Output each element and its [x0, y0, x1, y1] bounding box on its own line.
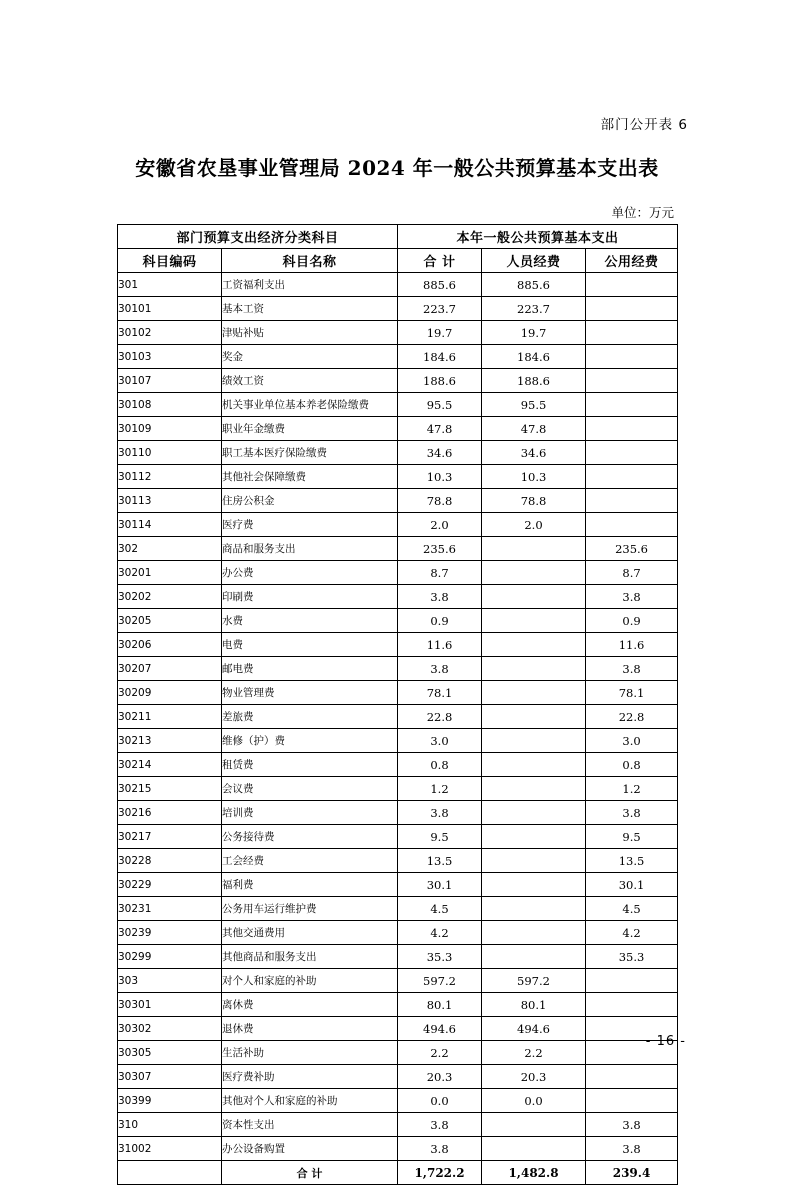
cell-total: 95.5: [398, 393, 482, 417]
cell-public: 3.0: [586, 729, 678, 753]
cell-public: 3.8: [586, 1113, 678, 1137]
cell-total: 1,722.2: [398, 1161, 482, 1185]
cell-name: 办公费: [222, 561, 398, 585]
cell-code: 30108: [118, 393, 222, 417]
cell-public: 9.5: [586, 825, 678, 849]
cell-total: 4.5: [398, 897, 482, 921]
cell-code: 31002: [118, 1137, 222, 1161]
cell-total: 494.6: [398, 1017, 482, 1041]
cell-code: 302: [118, 537, 222, 561]
cell-name: 邮电费: [222, 657, 398, 681]
table-row: [118, 321, 678, 345]
cell-total: 188.6: [398, 369, 482, 393]
table-row: [118, 705, 678, 729]
table-group-header-row: [118, 225, 678, 249]
cell-public: [586, 465, 678, 489]
table-row: [118, 801, 678, 825]
table-row: [118, 849, 678, 873]
cell-code: [118, 1161, 222, 1185]
cell-code: 30206: [118, 633, 222, 657]
cell-personnel: [482, 849, 586, 873]
table-row: [118, 489, 678, 513]
table-row: [118, 897, 678, 921]
table-row: [118, 585, 678, 609]
cell-total: 597.2: [398, 969, 482, 993]
cell-total: 223.7: [398, 297, 482, 321]
cell-total: 3.8: [398, 1113, 482, 1137]
cell-name: 基本工资: [222, 297, 398, 321]
cell-personnel: 34.6: [482, 441, 586, 465]
cell-name: 工会经费: [222, 849, 398, 873]
table-row: [118, 753, 678, 777]
budget-table-container: [117, 224, 677, 1185]
cell-name: 职业年金缴费: [222, 417, 398, 441]
cell-total: 10.3: [398, 465, 482, 489]
cell-public: [586, 969, 678, 993]
cell-total: 9.5: [398, 825, 482, 849]
cell-public: 30.1: [586, 873, 678, 897]
cell-name: 电费: [222, 633, 398, 657]
cell-name: 办公设备购置: [222, 1137, 398, 1161]
table-row: [118, 297, 678, 321]
cell-name: 租赁费: [222, 753, 398, 777]
cell-code: 30216: [118, 801, 222, 825]
cell-code: 30217: [118, 825, 222, 849]
table-header: [118, 225, 678, 273]
cell-name: 福利费: [222, 873, 398, 897]
cell-total: 0.9: [398, 609, 482, 633]
cell-personnel: [482, 1113, 586, 1137]
cell-public: [586, 489, 678, 513]
cell-name: 绩效工资: [222, 369, 398, 393]
cell-personnel: 80.1: [482, 993, 586, 1017]
table-row: [118, 609, 678, 633]
table-row: [118, 561, 678, 585]
table-row: [118, 369, 678, 393]
cell-name: 职工基本医疗保险缴费: [222, 441, 398, 465]
cell-personnel: 188.6: [482, 369, 586, 393]
cell-personnel: [482, 729, 586, 753]
cell-total: 3.8: [398, 585, 482, 609]
cell-name: 商品和服务支出: [222, 537, 398, 561]
cell-personnel: 0.0: [482, 1089, 586, 1113]
cell-code: 30202: [118, 585, 222, 609]
cell-name: 其他商品和服务支出: [222, 945, 398, 969]
cell-personnel: [482, 873, 586, 897]
table-row: [118, 873, 678, 897]
cell-total: 20.3: [398, 1065, 482, 1089]
cell-total: 0.0: [398, 1089, 482, 1113]
table-row: [118, 1065, 678, 1089]
cell-personnel: 223.7: [482, 297, 586, 321]
cell-total: 0.8: [398, 753, 482, 777]
cell-code: 30109: [118, 417, 222, 441]
cell-code: 30305: [118, 1041, 222, 1065]
cell-personnel: [482, 825, 586, 849]
cell-total: 3.0: [398, 729, 482, 753]
cell-personnel: [482, 777, 586, 801]
cell-name: 离休费: [222, 993, 398, 1017]
table-total-row: [118, 1161, 678, 1185]
table-row: [118, 921, 678, 945]
cell-total: 2.2: [398, 1041, 482, 1065]
cell-personnel: [482, 561, 586, 585]
cell-personnel: 184.6: [482, 345, 586, 369]
column-header-personnel: 人员经费: [482, 249, 586, 273]
cell-code: 301: [118, 273, 222, 297]
cell-name: 医疗费补助: [222, 1065, 398, 1089]
cell-public: 35.3: [586, 945, 678, 969]
cell-code: 30101: [118, 297, 222, 321]
cell-name: 生活补助: [222, 1041, 398, 1065]
table-body: [118, 273, 678, 1185]
cell-total: 47.8: [398, 417, 482, 441]
cell-public: 1.2: [586, 777, 678, 801]
cell-total: 34.6: [398, 441, 482, 465]
cell-name: 机关事业单位基本养老保险缴费: [222, 393, 398, 417]
form-number-label: 部门公开表 6: [600, 117, 688, 133]
cell-code: 30110: [118, 441, 222, 465]
cell-code: 30302: [118, 1017, 222, 1041]
cell-code: 30213: [118, 729, 222, 753]
cell-total: 11.6: [398, 633, 482, 657]
cell-personnel: 494.6: [482, 1017, 586, 1041]
cell-total: 19.7: [398, 321, 482, 345]
cell-total: 8.7: [398, 561, 482, 585]
table-row: [118, 465, 678, 489]
cell-personnel: [482, 921, 586, 945]
cell-personnel: 2.0: [482, 513, 586, 537]
cell-public: 235.6: [586, 537, 678, 561]
table-column-header-row: [118, 249, 678, 273]
cell-public: 3.8: [586, 657, 678, 681]
cell-personnel: 47.8: [482, 417, 586, 441]
cell-code: 30209: [118, 681, 222, 705]
table-row: [118, 945, 678, 969]
cell-public: 13.5: [586, 849, 678, 873]
table-row: [118, 777, 678, 801]
cell-public: [586, 345, 678, 369]
table-row: [118, 393, 678, 417]
cell-name: 其他交通费用: [222, 921, 398, 945]
cell-code: 30399: [118, 1089, 222, 1113]
cell-personnel: [482, 609, 586, 633]
cell-code: 30231: [118, 897, 222, 921]
cell-code: 30205: [118, 609, 222, 633]
cell-total: 22.8: [398, 705, 482, 729]
cell-personnel: [482, 801, 586, 825]
cell-total: 13.5: [398, 849, 482, 873]
cell-personnel: [482, 633, 586, 657]
cell-personnel: 2.2: [482, 1041, 586, 1065]
cell-total-label: 合 计: [222, 1161, 398, 1185]
cell-public: 11.6: [586, 633, 678, 657]
cell-personnel: [482, 681, 586, 705]
cell-public: [586, 273, 678, 297]
cell-name: 其他社会保障缴费: [222, 465, 398, 489]
cell-public: [586, 1065, 678, 1089]
cell-name: 奖金: [222, 345, 398, 369]
table-row: [118, 345, 678, 369]
cell-total: 1.2: [398, 777, 482, 801]
cell-name: 退休费: [222, 1017, 398, 1041]
table-row: [118, 1137, 678, 1161]
cell-public: [586, 513, 678, 537]
cell-personnel: 78.8: [482, 489, 586, 513]
cell-name: 资本性支出: [222, 1113, 398, 1137]
cell-name: 差旅费: [222, 705, 398, 729]
cell-code: 30229: [118, 873, 222, 897]
column-header-code: 科目编码: [118, 249, 222, 273]
cell-public: [586, 369, 678, 393]
cell-public: 3.8: [586, 1137, 678, 1161]
cell-code: 30107: [118, 369, 222, 393]
cell-code: 30207: [118, 657, 222, 681]
cell-code: 310: [118, 1113, 222, 1137]
table-row: [118, 633, 678, 657]
cell-public: 8.7: [586, 561, 678, 585]
cell-code: 30114: [118, 513, 222, 537]
cell-name: 培训费: [222, 801, 398, 825]
cell-public: 0.8: [586, 753, 678, 777]
cell-personnel: [482, 537, 586, 561]
table-row: [118, 273, 678, 297]
cell-public: 4.5: [586, 897, 678, 921]
cell-personnel: [482, 657, 586, 681]
cell-personnel: 885.6: [482, 273, 586, 297]
cell-code: 303: [118, 969, 222, 993]
cell-personnel: 10.3: [482, 465, 586, 489]
cell-total: 2.0: [398, 513, 482, 537]
column-header-public: 公用经费: [586, 249, 678, 273]
cell-total: 80.1: [398, 993, 482, 1017]
cell-total: 78.8: [398, 489, 482, 513]
cell-code: 30102: [118, 321, 222, 345]
cell-name: 印刷费: [222, 585, 398, 609]
table-row: [118, 969, 678, 993]
cell-name: 物业管理费: [222, 681, 398, 705]
cell-name: 公务用车运行维护费: [222, 897, 398, 921]
cell-total: 35.3: [398, 945, 482, 969]
cell-code: 30307: [118, 1065, 222, 1089]
table-row: [118, 537, 678, 561]
cell-name: 水费: [222, 609, 398, 633]
unit-label: 单位：万元: [611, 205, 674, 220]
cell-name: 津贴补贴: [222, 321, 398, 345]
cell-public: 3.8: [586, 585, 678, 609]
cell-name: 其他对个人和家庭的补助: [222, 1089, 398, 1113]
cell-name: 会议费: [222, 777, 398, 801]
table-row: [118, 1089, 678, 1113]
cell-name: 公务接待费: [222, 825, 398, 849]
cell-name: 对个人和家庭的补助: [222, 969, 398, 993]
table-row: [118, 1113, 678, 1137]
table-row: [118, 729, 678, 753]
cell-code: 30214: [118, 753, 222, 777]
cell-code: 30113: [118, 489, 222, 513]
cell-total: 235.6: [398, 537, 482, 561]
cell-total: 78.1: [398, 681, 482, 705]
table-row: [118, 441, 678, 465]
cell-public: [586, 417, 678, 441]
column-header-total: 合 计: [398, 249, 482, 273]
table-row: [118, 513, 678, 537]
cell-code: 30215: [118, 777, 222, 801]
cell-personnel: [482, 945, 586, 969]
cell-code: 30103: [118, 345, 222, 369]
cell-name: 工资福利支出: [222, 273, 398, 297]
cell-public: 0.9: [586, 609, 678, 633]
table-row: [118, 657, 678, 681]
cell-personnel: [482, 705, 586, 729]
table-row: [118, 417, 678, 441]
column-header-name: 科目名称: [222, 249, 398, 273]
cell-public: [586, 441, 678, 465]
cell-total: 184.6: [398, 345, 482, 369]
cell-personnel: 19.7: [482, 321, 586, 345]
cell-code: 30201: [118, 561, 222, 585]
cell-total: 885.6: [398, 273, 482, 297]
table-row: [118, 681, 678, 705]
group-header-left: 部门预算支出经济分类科目: [118, 225, 398, 249]
page-title: 安徽省农垦事业管理局 2024 年一般公共预算基本支出表: [135, 156, 659, 180]
cell-personnel: 1,482.8: [482, 1161, 586, 1185]
cell-code: 30112: [118, 465, 222, 489]
table-row: [118, 825, 678, 849]
cell-code: 30239: [118, 921, 222, 945]
cell-total: 30.1: [398, 873, 482, 897]
cell-public: 3.8: [586, 801, 678, 825]
cell-code: 30301: [118, 993, 222, 1017]
cell-public: 78.1: [586, 681, 678, 705]
cell-public: 239.4: [586, 1161, 678, 1185]
cell-public: [586, 993, 678, 1017]
cell-public: 4.2: [586, 921, 678, 945]
cell-code: 30211: [118, 705, 222, 729]
page-number: - 16 -: [645, 1034, 686, 1049]
cell-personnel: [482, 753, 586, 777]
cell-public: [586, 297, 678, 321]
cell-public: [586, 321, 678, 345]
cell-code: 30299: [118, 945, 222, 969]
cell-public: [586, 1089, 678, 1113]
cell-personnel: 20.3: [482, 1065, 586, 1089]
cell-name: 住房公积金: [222, 489, 398, 513]
table-row: [118, 993, 678, 1017]
cell-code: 30228: [118, 849, 222, 873]
cell-personnel: [482, 585, 586, 609]
cell-name: 医疗费: [222, 513, 398, 537]
budget-table: [117, 224, 678, 1185]
cell-total: 3.8: [398, 657, 482, 681]
cell-total: 3.8: [398, 1137, 482, 1161]
group-header-right: 本年一般公共预算基本支出: [398, 225, 678, 249]
cell-personnel: [482, 897, 586, 921]
cell-total: 3.8: [398, 801, 482, 825]
table-row: [118, 1017, 678, 1041]
cell-personnel: 597.2: [482, 969, 586, 993]
cell-public: [586, 393, 678, 417]
cell-public: 22.8: [586, 705, 678, 729]
cell-total: 4.2: [398, 921, 482, 945]
cell-name: 维修（护）费: [222, 729, 398, 753]
cell-personnel: 95.5: [482, 393, 586, 417]
cell-personnel: [482, 1137, 586, 1161]
table-row: [118, 1041, 678, 1065]
